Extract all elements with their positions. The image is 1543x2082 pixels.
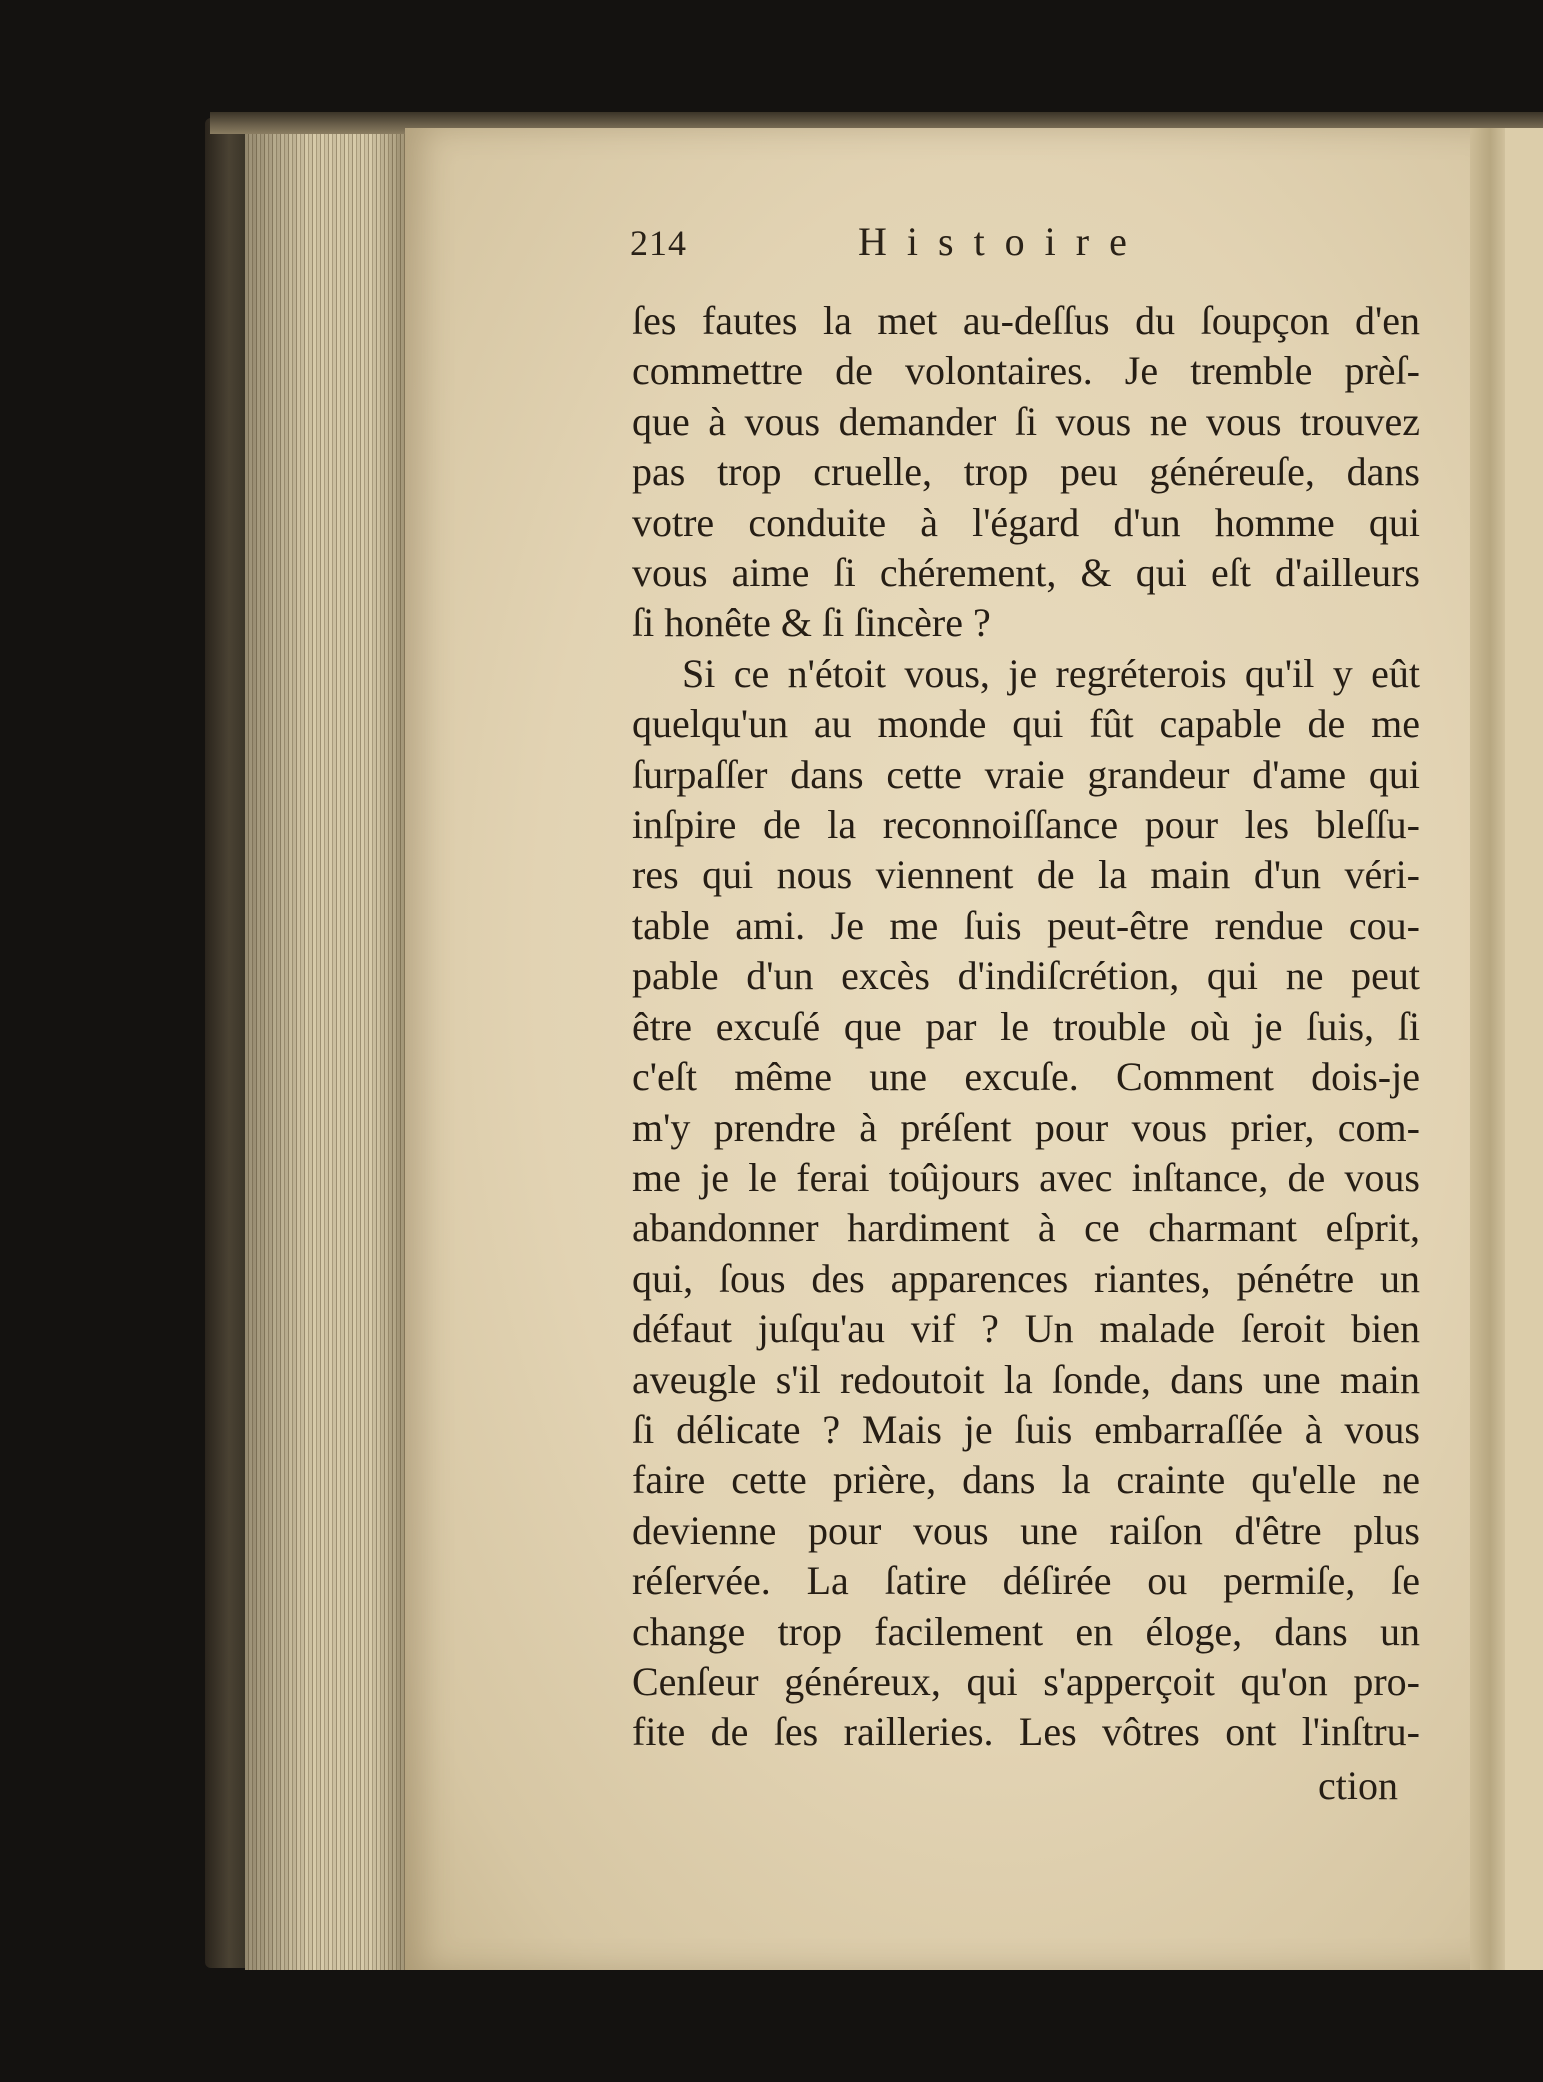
- text-line: aveugle s'il redoutoit la ſonde, dans une main: [632, 1356, 1420, 1402]
- page-number: 214: [630, 223, 687, 263]
- text-line: que à vous demander ſi vous ne vous trouvez: [632, 398, 1420, 444]
- text-line: m'y prendre à préſent pour vous prier, com-: [632, 1104, 1420, 1150]
- text-line: votre conduite à l'égard d'un homme qui: [632, 499, 1420, 545]
- text-line: res qui nous viennent de la main d'un véri-: [632, 852, 1420, 898]
- text-line: Cenſeur généreux, qui s'apperçoit qu'on pro-: [632, 1658, 1420, 1704]
- text-line: réſervée. La ſatire déſirée ou permiſe, ſe: [632, 1558, 1420, 1604]
- text-line: ſurpaſſer dans cette vraie grandeur d'ame qui: [632, 751, 1420, 797]
- running-head: Histoire: [858, 219, 1147, 264]
- text-line: devienne pour vous une raiſon d'être plus: [632, 1507, 1420, 1553]
- facing-page-edge: [1505, 128, 1543, 1970]
- text-line: faire cette prière, dans la crainte qu'elle ne: [632, 1457, 1420, 1503]
- text-line: fite de ſes railleries. Les vôtres ont l'inſtru-: [632, 1709, 1420, 1755]
- text-line: commettre de volontaires. Je tremble prèſ-: [632, 348, 1420, 394]
- page-header: [630, 219, 1410, 282]
- text-line: ſes fautes la met au-deſſus du ſoupçon d'en: [632, 298, 1420, 343]
- text-line: quelqu'un au monde qui fût capable de me: [632, 701, 1420, 747]
- catchword: ction: [1318, 1763, 1398, 1808]
- text-line: être excuſé que par le trouble où je ſuis, ſi: [632, 1003, 1420, 1049]
- page-stack-shading: [245, 125, 405, 1970]
- text-line: qui, ſous des apparences riantes, pénétre un: [632, 1255, 1420, 1301]
- page-gutter: [1470, 128, 1510, 1970]
- text-line: ſi délicate ? Mais je ſuis embarraſſée à vous: [632, 1406, 1420, 1452]
- text-line: pable d'un excès d'indiſcrétion, qui ne peut: [632, 953, 1420, 999]
- body-text: [632, 296, 1420, 1758]
- text-line: me je le ferai toûjours avec inſtance, de vous: [632, 1154, 1420, 1200]
- text-line: table ami. Je me ſuis peut-être rendue cou-: [632, 902, 1420, 948]
- text-line: vous aime ſi chérement, & qui eſt d'ailleurs: [632, 550, 1420, 596]
- text-line: change trop facilement en éloge, dans un: [632, 1608, 1420, 1654]
- text-line: pas trop cruelle, trop peu généreuſe, dans: [632, 449, 1420, 495]
- text-line: abandonner hardiment à ce charmant eſprit,: [632, 1205, 1420, 1251]
- text-line: inſpire de la reconnoiſſance pour les bleſſu-: [632, 802, 1420, 848]
- text-line: c'eſt même une excuſe. Comment dois-je: [632, 1054, 1420, 1100]
- text-line: ſi honête & ſi ſincère ?: [632, 600, 991, 646]
- text-line: défaut juſqu'au vif ? Un malade ſeroit bien: [632, 1306, 1420, 1352]
- text-line: Si ce n'étoit vous, je regréterois qu'il y eût: [682, 650, 1420, 696]
